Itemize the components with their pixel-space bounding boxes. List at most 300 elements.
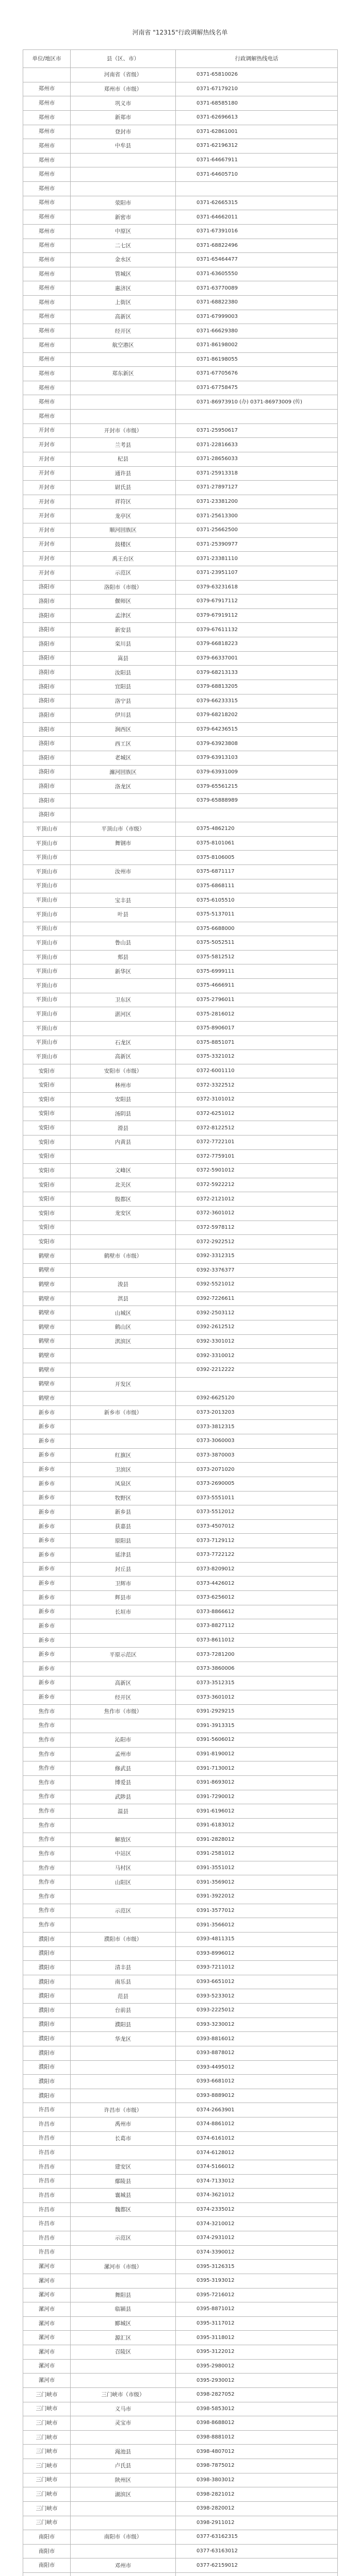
phone-cell: 0375-8101061 bbox=[176, 836, 338, 851]
city-label: 新乡市 bbox=[38, 1680, 55, 1686]
city-cell bbox=[23, 651, 71, 666]
phone-cell: 0372-5978112 bbox=[176, 1221, 338, 1235]
district-cell bbox=[71, 1235, 176, 1249]
city-label: 安阳市 bbox=[38, 1082, 55, 1089]
district-cell: 长葛市 bbox=[71, 2131, 176, 2146]
city-label: 焦作市 bbox=[38, 1722, 55, 1729]
table-row bbox=[23, 2430, 338, 2445]
district-cell: 老城区 bbox=[71, 751, 176, 766]
header-district: 县（区、市） bbox=[71, 50, 176, 68]
table-row bbox=[23, 1064, 338, 1078]
phone-cell: 0371-86198055 bbox=[176, 352, 338, 367]
table-row bbox=[23, 438, 338, 452]
district-cell: 上街区 bbox=[71, 296, 176, 310]
phone-cell: 0377-63162315 bbox=[176, 2530, 338, 2545]
table-row bbox=[23, 979, 338, 993]
city-cell bbox=[23, 1690, 71, 1705]
district-cell: 航空港区 bbox=[71, 338, 176, 352]
district-cell: 新安县 bbox=[71, 623, 176, 637]
city-cell bbox=[23, 125, 71, 139]
table-row bbox=[23, 1534, 338, 1548]
table-row bbox=[23, 1790, 338, 1804]
city-cell bbox=[23, 1548, 71, 1563]
table-row bbox=[23, 879, 338, 893]
district-cell bbox=[71, 2573, 176, 2576]
table-row bbox=[23, 1605, 338, 1619]
city-label: 三门峡市 bbox=[36, 2448, 58, 2455]
city-cell bbox=[23, 1491, 71, 1505]
phone-cell: 0371-63770089 bbox=[176, 281, 338, 296]
phone-cell: 0379-68813205 bbox=[176, 680, 338, 694]
phone-cell: 0379-66337001 bbox=[176, 651, 338, 666]
table-row bbox=[23, 1036, 338, 1050]
district-cell bbox=[71, 1818, 176, 1833]
city-label: 洛阳市 bbox=[38, 640, 55, 647]
phone-cell: 0373-2071020 bbox=[176, 1463, 338, 1477]
district-cell: 淇滨区 bbox=[71, 1334, 176, 1349]
city-cell bbox=[23, 1263, 71, 1278]
phone-cell: 0372-7759101 bbox=[176, 1149, 338, 1164]
city-cell bbox=[23, 1292, 71, 1306]
district-cell: 台前县 bbox=[71, 2004, 176, 2018]
city-label: 安阳市 bbox=[38, 1224, 55, 1231]
phone-cell: 0371-67179210 bbox=[176, 82, 338, 96]
table-row bbox=[23, 2174, 338, 2189]
table-row bbox=[23, 2316, 338, 2331]
city-label: 漯河市 bbox=[38, 2334, 55, 2341]
header-row bbox=[23, 50, 338, 68]
city-label: 新乡市 bbox=[38, 1622, 55, 1629]
city-cell bbox=[23, 1448, 71, 1463]
city-cell bbox=[23, 993, 71, 1007]
district-cell: 孟州市 bbox=[71, 1747, 176, 1761]
table-row bbox=[23, 779, 338, 794]
city-label: 新乡市 bbox=[38, 1551, 55, 1558]
city-cell bbox=[23, 2260, 71, 2274]
city-cell bbox=[23, 167, 71, 182]
city-cell bbox=[23, 2516, 71, 2530]
district-cell bbox=[71, 2046, 176, 2060]
district-cell: 武陟县 bbox=[71, 1790, 176, 1804]
city-label: 鹤壁市 bbox=[38, 1252, 55, 1259]
city-label: 开封市 bbox=[38, 427, 55, 434]
phone-cell: 0374-5166012 bbox=[176, 2160, 338, 2174]
city-cell bbox=[23, 1221, 71, 1235]
city-label: 开封市 bbox=[38, 527, 55, 533]
district-cell: 山阳区 bbox=[71, 1875, 176, 1890]
phone-cell bbox=[176, 410, 338, 424]
city-label: 平顶山市 bbox=[36, 968, 58, 975]
table-row bbox=[23, 1847, 338, 1861]
city-cell bbox=[23, 1192, 71, 1207]
city-label: 平顶山市 bbox=[36, 939, 58, 946]
city-cell bbox=[23, 2558, 71, 2573]
city-label: 郑州市 bbox=[38, 256, 55, 263]
city-label: 漯河市 bbox=[38, 2292, 55, 2298]
city-label: 焦作市 bbox=[38, 1879, 55, 1886]
phone-cell: 0392-7226611 bbox=[176, 1292, 338, 1306]
phone-cell: 0398-3803012 bbox=[176, 2473, 338, 2487]
city-cell bbox=[23, 1050, 71, 1064]
table-row bbox=[23, 1662, 338, 1676]
city-cell bbox=[23, 1249, 71, 1263]
city-label: 漯河市 bbox=[38, 2377, 55, 2384]
city-label: 漯河市 bbox=[38, 2263, 55, 2270]
city-cell bbox=[23, 324, 71, 338]
table-row bbox=[23, 608, 338, 623]
city-label: 郑州市 bbox=[38, 270, 55, 277]
city-label: 许昌市 bbox=[38, 2135, 55, 2142]
city-cell bbox=[23, 680, 71, 694]
city-label: 安阳市 bbox=[38, 1210, 55, 1216]
table-row bbox=[23, 936, 338, 951]
table-body bbox=[23, 68, 338, 2576]
city-label: 三门峡市 bbox=[36, 2491, 58, 2498]
city-label: 安阳市 bbox=[38, 1139, 55, 1145]
city-label: 安阳市 bbox=[38, 1110, 55, 1117]
city-cell bbox=[23, 2202, 71, 2217]
city-cell bbox=[23, 2459, 71, 2473]
district-cell: 郑州市（市级） bbox=[71, 82, 176, 96]
district-cell bbox=[71, 808, 176, 822]
city-label: 郑州市 bbox=[38, 86, 55, 92]
table-row bbox=[23, 1448, 338, 1463]
table-row bbox=[23, 822, 338, 837]
phone-cell: 0371-25390977 bbox=[176, 537, 338, 552]
district-cell bbox=[71, 2089, 176, 2103]
phone-cell: 0391-2828012 bbox=[176, 1833, 338, 1847]
city-cell bbox=[23, 2345, 71, 2360]
phone-cell: 0379-66233315 bbox=[176, 694, 338, 708]
district-cell: 通许县 bbox=[71, 466, 176, 481]
phone-cell: 0391-7130012 bbox=[176, 1761, 338, 1776]
city-cell bbox=[23, 153, 71, 167]
district-cell bbox=[71, 2274, 176, 2288]
district-cell: 二七区 bbox=[71, 239, 176, 253]
district-cell bbox=[71, 153, 176, 167]
city-cell bbox=[23, 2487, 71, 2502]
phone-cell: 0371-25662500 bbox=[176, 523, 338, 538]
city-label: 平顶山市 bbox=[36, 1039, 58, 1046]
phone-cell: 0391-3551012 bbox=[176, 1861, 338, 1875]
district-cell bbox=[71, 979, 176, 993]
table-row bbox=[23, 1207, 338, 1221]
city-label: 新乡市 bbox=[38, 1509, 55, 1515]
table-row bbox=[23, 2004, 338, 2018]
city-cell bbox=[23, 851, 71, 865]
phone-cell: 0373-7129112 bbox=[176, 1534, 338, 1548]
table-row bbox=[23, 1363, 338, 1377]
district-cell bbox=[71, 793, 176, 808]
table-row bbox=[23, 666, 338, 680]
city-label: 开封市 bbox=[38, 455, 55, 462]
city-cell bbox=[23, 495, 71, 509]
table-row bbox=[23, 1961, 338, 1975]
city-cell bbox=[23, 779, 71, 794]
phone-cell: 0391-2581012 bbox=[176, 1847, 338, 1861]
phone-cell: 0392-3376377 bbox=[176, 1263, 338, 1278]
city-cell bbox=[23, 893, 71, 908]
phone-cell: 0393-3230012 bbox=[176, 2018, 338, 2032]
table-row bbox=[23, 765, 338, 779]
city-label: 洛阳市 bbox=[38, 584, 55, 590]
city-label: 鹤壁市 bbox=[38, 1395, 55, 1401]
city-label: 郑州市 bbox=[38, 114, 55, 121]
city-label: 郑州市 bbox=[38, 171, 55, 178]
city-label: 新乡市 bbox=[38, 1537, 55, 1544]
phone-cell: 0395-3193012 bbox=[176, 2274, 338, 2288]
phone-cell: 0393-8996012 bbox=[176, 1946, 338, 1961]
table-header bbox=[23, 50, 338, 68]
district-cell bbox=[71, 2501, 176, 2516]
phone-cell: 0395-3126315 bbox=[176, 2260, 338, 2274]
city-label: 新乡市 bbox=[38, 1480, 55, 1487]
table-row bbox=[23, 993, 338, 1007]
city-cell bbox=[23, 907, 71, 922]
phone-cell: 0398-5853012 bbox=[176, 2402, 338, 2416]
city-label: 开封市 bbox=[38, 569, 55, 576]
phone-cell: 0373-8827112 bbox=[176, 1619, 338, 1634]
city-label: 濮阳市 bbox=[38, 1964, 55, 1971]
table-row bbox=[23, 2501, 338, 2516]
city-label: 开封市 bbox=[38, 541, 55, 548]
phone-cell: 0374-3210012 bbox=[176, 2217, 338, 2231]
district-cell bbox=[71, 1392, 176, 1406]
city-cell bbox=[23, 481, 71, 495]
phone-cell: 0371-25613300 bbox=[176, 509, 338, 523]
table-row bbox=[23, 452, 338, 466]
table-row bbox=[23, 139, 338, 154]
table-row bbox=[23, 1975, 338, 1989]
table-row bbox=[23, 395, 338, 410]
table-row bbox=[23, 367, 338, 381]
city-cell bbox=[23, 2544, 71, 2558]
city-label: 焦作市 bbox=[38, 1751, 55, 1757]
phone-cell: 0372-6001110 bbox=[176, 1064, 338, 1078]
phone-cell: 0371-25913318 bbox=[176, 466, 338, 481]
city-cell bbox=[23, 793, 71, 808]
city-cell bbox=[23, 82, 71, 96]
city-cell bbox=[23, 2530, 71, 2545]
table-row bbox=[23, 1306, 338, 1320]
district-cell: 禹王台区 bbox=[71, 552, 176, 566]
phone-cell: 0372-7722101 bbox=[176, 1135, 338, 1149]
district-cell: 尉氏县 bbox=[71, 481, 176, 495]
phone-cell bbox=[176, 808, 338, 822]
city-cell bbox=[23, 1804, 71, 1819]
city-label: 新乡市 bbox=[38, 1594, 55, 1601]
city-cell bbox=[23, 2089, 71, 2103]
district-cell bbox=[71, 381, 176, 395]
phone-cell: 0391-3577012 bbox=[176, 1904, 338, 1918]
district-cell: 伊川县 bbox=[71, 708, 176, 723]
phone-cell: 0393-6651012 bbox=[176, 1975, 338, 1989]
city-cell bbox=[23, 523, 71, 538]
table-row bbox=[23, 2530, 338, 2545]
city-label: 平顶山市 bbox=[36, 1025, 58, 1031]
phone-cell: 0392-5521012 bbox=[176, 1278, 338, 1292]
city-label: 洛阳市 bbox=[38, 698, 55, 704]
city-label: 郑州市 bbox=[38, 399, 55, 405]
city-cell bbox=[23, 224, 71, 239]
district-cell bbox=[71, 2060, 176, 2075]
city-label: 南阳市 bbox=[38, 2562, 55, 2569]
table-row bbox=[23, 1249, 338, 1263]
table-row bbox=[23, 481, 338, 495]
phone-cell: 0371-63605550 bbox=[176, 267, 338, 281]
city-cell bbox=[23, 310, 71, 324]
city-cell bbox=[23, 1306, 71, 1320]
city-cell bbox=[23, 2473, 71, 2487]
phone-cell: 0371-67705676 bbox=[176, 367, 338, 381]
phone-cell: 0377-63163012 bbox=[176, 2544, 338, 2558]
district-cell: 郏县 bbox=[71, 950, 176, 964]
district-cell: 襄城县 bbox=[71, 2189, 176, 2203]
table-row bbox=[23, 851, 338, 865]
city-cell bbox=[23, 2231, 71, 2246]
district-cell bbox=[71, 851, 176, 865]
table-row bbox=[23, 1392, 338, 1406]
phone-cell: 0375-2796011 bbox=[176, 993, 338, 1007]
district-cell: 龙亭区 bbox=[71, 509, 176, 523]
city-cell bbox=[23, 1833, 71, 1847]
city-cell bbox=[23, 182, 71, 196]
district-cell: 内黄县 bbox=[71, 1135, 176, 1149]
district-cell bbox=[71, 1719, 176, 1733]
city-label: 焦作市 bbox=[38, 1736, 55, 1743]
phone-cell: 0379-68213133 bbox=[176, 666, 338, 680]
city-cell bbox=[23, 979, 71, 993]
phone-cell: 0373-3812315 bbox=[176, 1420, 338, 1434]
city-label: 郑州市 bbox=[38, 370, 55, 377]
phone-cell: 0375-4862120 bbox=[176, 822, 338, 837]
district-cell: 宝丰县 bbox=[71, 893, 176, 908]
district-cell: 舞钢市 bbox=[71, 836, 176, 851]
city-label: 许昌市 bbox=[38, 2192, 55, 2198]
city-cell bbox=[23, 580, 71, 595]
phone-cell: 0373-3512315 bbox=[176, 1676, 338, 1690]
district-cell: 灵宝市 bbox=[71, 2416, 176, 2431]
table-row bbox=[23, 537, 338, 552]
district-cell bbox=[71, 1021, 176, 1036]
phone-cell: 0373-8611012 bbox=[176, 1633, 338, 1648]
table-row bbox=[23, 1619, 338, 1634]
district-cell bbox=[71, 879, 176, 893]
city-label: 濮阳市 bbox=[38, 1950, 55, 1957]
phone-cell: 0371-68585180 bbox=[176, 96, 338, 111]
table-row bbox=[23, 1904, 338, 1918]
district-cell: 卢氏县 bbox=[71, 2459, 176, 2473]
district-cell bbox=[71, 1363, 176, 1377]
city-cell bbox=[23, 1861, 71, 1875]
phone-cell: 0395-3122012 bbox=[176, 2345, 338, 2360]
district-cell: 许昌市（市级） bbox=[71, 2103, 176, 2117]
district-cell: 经开区 bbox=[71, 324, 176, 338]
city-label: 焦作市 bbox=[38, 1907, 55, 1914]
table-row bbox=[23, 96, 338, 111]
city-cell bbox=[23, 2288, 71, 2302]
phone-cell: 0393-4811315 bbox=[176, 1932, 338, 1946]
table-row bbox=[23, 1463, 338, 1477]
table-row bbox=[23, 1676, 338, 1690]
city-cell bbox=[23, 879, 71, 893]
city-cell bbox=[23, 722, 71, 737]
district-cell: 鹤壁市（市级） bbox=[71, 1249, 176, 1263]
city-cell bbox=[23, 2018, 71, 2032]
table-row bbox=[23, 595, 338, 609]
city-cell bbox=[23, 381, 71, 395]
phone-cell: 0373-3870003 bbox=[176, 1448, 338, 1463]
district-cell bbox=[71, 1946, 176, 1961]
table-row bbox=[23, 680, 338, 694]
phone-cell: 0379-63913103 bbox=[176, 751, 338, 766]
district-cell: 汝州市 bbox=[71, 865, 176, 879]
district-cell bbox=[71, 1918, 176, 1933]
city-label: 焦作市 bbox=[38, 1808, 55, 1815]
city-label: 郑州市 bbox=[38, 128, 55, 135]
phone-cell: 0374-8861012 bbox=[176, 2117, 338, 2132]
phone-cell: 0379-63231618 bbox=[176, 580, 338, 595]
district-cell: 管城区 bbox=[71, 267, 176, 281]
city-label: 三门峡市 bbox=[36, 2505, 58, 2512]
city-label: 三门峡市 bbox=[36, 2477, 58, 2483]
table-row bbox=[23, 509, 338, 523]
phone-cell: 0371-23951107 bbox=[176, 566, 338, 580]
table-row bbox=[23, 1818, 338, 1833]
table-row bbox=[23, 1050, 338, 1064]
phone-cell: 0373-5551011 bbox=[176, 1491, 338, 1505]
city-label: 洛阳市 bbox=[38, 783, 55, 790]
phone-cell: 0371-64662011 bbox=[176, 210, 338, 225]
district-cell: 新乡县 bbox=[71, 1505, 176, 1520]
city-label: 平顶山市 bbox=[36, 1011, 58, 1018]
district-cell: 卫滨区 bbox=[71, 1463, 176, 1477]
city-label: 新乡市 bbox=[38, 1665, 55, 1672]
district-cell bbox=[71, 410, 176, 424]
table-row bbox=[23, 1890, 338, 1904]
table-row bbox=[23, 1989, 338, 2004]
city-label: 开封市 bbox=[38, 513, 55, 519]
district-cell: 鄢陵县 bbox=[71, 2174, 176, 2189]
table-row bbox=[23, 922, 338, 936]
table-row bbox=[23, 466, 338, 481]
table-row bbox=[23, 2359, 338, 2374]
phone-cell: 0393-5233012 bbox=[176, 1989, 338, 2004]
city-cell bbox=[23, 1007, 71, 1022]
phone-cell: 0375-5812512 bbox=[176, 950, 338, 964]
city-cell bbox=[23, 196, 71, 210]
phone-cell: 0398-2821012 bbox=[176, 2487, 338, 2502]
table-row bbox=[23, 566, 338, 580]
city-label: 三门峡市 bbox=[36, 2519, 58, 2526]
table-row bbox=[23, 1505, 338, 1520]
city-label: 郑州市 bbox=[38, 413, 55, 419]
city-label: 濮阳市 bbox=[38, 2078, 55, 2084]
city-cell bbox=[23, 1392, 71, 1406]
table-row bbox=[23, 1577, 338, 1591]
city-cell bbox=[23, 1349, 71, 1363]
district-cell bbox=[71, 1221, 176, 1235]
city-cell bbox=[23, 1918, 71, 1933]
district-cell: 漯河市（市级） bbox=[71, 2260, 176, 2274]
district-cell bbox=[71, 2544, 176, 2558]
city-label: 洛阳市 bbox=[38, 669, 55, 676]
phone-cell: 0391-6183012 bbox=[176, 1818, 338, 1833]
phone-cell: 0391-5606012 bbox=[176, 1733, 338, 1748]
phone-cell: 0392-3301012 bbox=[176, 1334, 338, 1349]
phone-cell bbox=[176, 182, 338, 196]
city-cell bbox=[23, 281, 71, 296]
